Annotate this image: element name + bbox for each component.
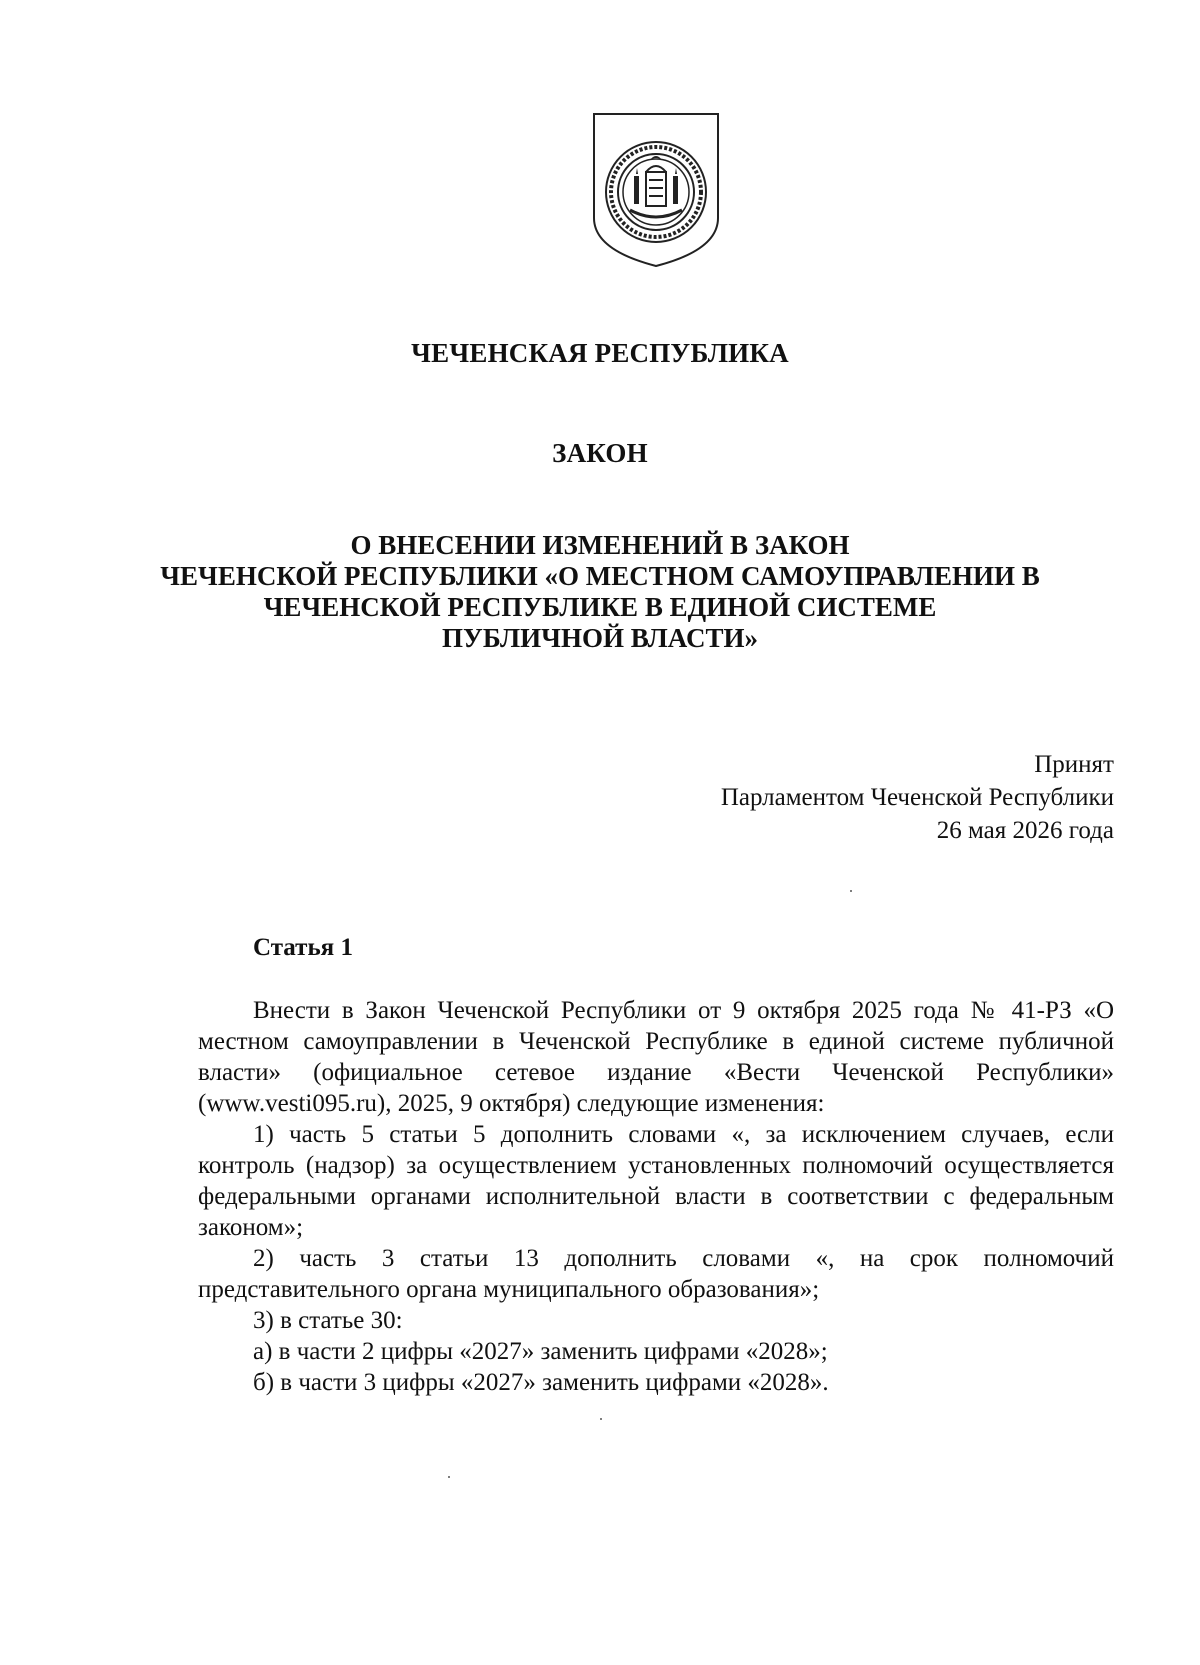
law-title-line: ЧЕЧЕНСКОЙ РЕСПУБЛИКЕ В ЕДИНОЙ СИСТЕМЕ: [263, 592, 937, 622]
chechen-coat-of-arms-icon: [590, 110, 722, 270]
amendment-subitem: а) в части 2 цифры «2027» заменить цифрами «2028»;: [253, 1338, 828, 1365]
document-type: ЗАКОН: [552, 438, 648, 468]
amendment-item: 1) часть 5 статьи 5 дополнить словами «, за исключением случаев, если контроль (надзор) за осуществлением установленных полномочий осуществляется федеральными органами исполнительной власти в соответствии с федеральным законом»;: [198, 1121, 1114, 1241]
article-heading: Статья 1: [253, 934, 353, 961]
adoption-body: Парламентом Чеченской Республики: [720, 784, 1114, 811]
scan-speck: [448, 1476, 450, 1478]
law-title: [150, 530, 1050, 654]
article-body: [198, 995, 1114, 1398]
amendment-item: 3) в статье 30:: [253, 1307, 403, 1334]
law-title-line: ЧЕЧЕНСКОЙ РЕСПУБЛИКИ «О МЕСТНОМ САМОУПРАВЛЕНИИ В: [160, 561, 1040, 591]
law-title-line: ПУБЛИЧНОЙ ВЛАСТИ»: [442, 623, 758, 653]
article-intro: Внести в Закон Чеченской Республики от 9 октября 2025 года № 41-РЗ «О местном самоуправлении в Чеченской Республике в единой системе публичной власти» (официальное сетевое издание «Вести Чеченской Республики» (www.vesti095.ru), 2025, 9 октября) следующие изменения:: [198, 997, 1114, 1117]
law-title-line: О ВНЕСЕНИИ ИЗМЕНЕНИЙ В ЗАКОН: [350, 530, 850, 560]
adoption-date: 26 мая 2026 года: [936, 817, 1114, 844]
adoption-block: [721, 748, 1114, 847]
amendment-subitem: б) в части 3 цифры «2027» заменить цифрами «2028».: [253, 1369, 829, 1396]
adoption-label: Принят: [1034, 751, 1114, 778]
scan-speck: [850, 890, 852, 892]
scan-speck: [600, 1418, 602, 1420]
republic-name: ЧЕЧЕНСКАЯ РЕСПУБЛИКА: [411, 338, 789, 368]
amendment-item: 2) часть 3 статьи 13 дополнить словами «, на срок полномочий представительного органа муниципального образования»;: [198, 1245, 1114, 1303]
